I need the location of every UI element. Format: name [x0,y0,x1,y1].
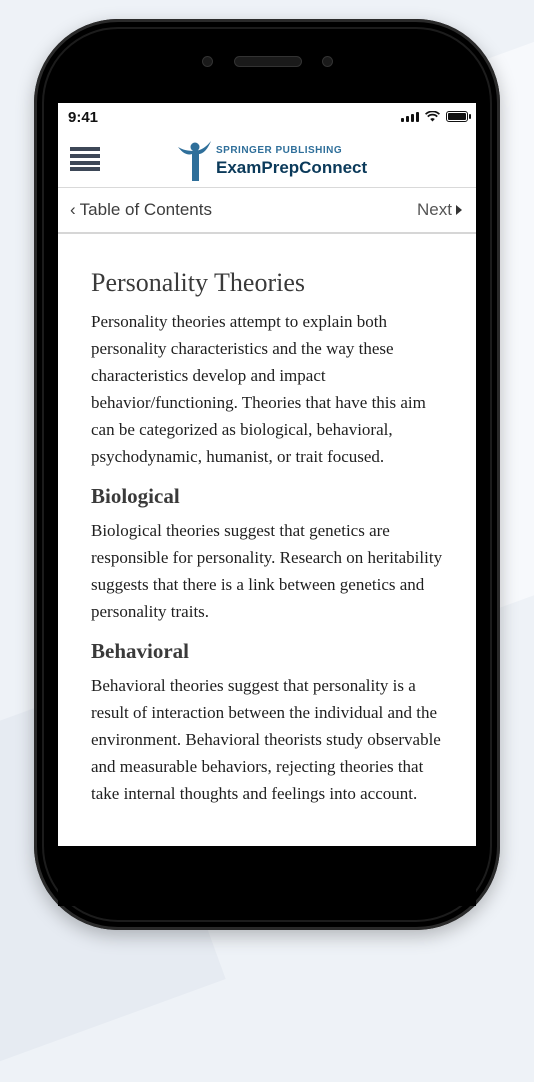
article-title: Personality Theories [91,268,305,297]
back-label: Table of Contents [79,200,212,219]
next-label: Next [417,200,452,219]
play-right-icon [456,205,462,215]
signal-icon [401,111,419,122]
status-time: 9:41 [68,109,99,126]
sensor-dot [322,56,333,67]
section-heading: Biological [91,484,180,508]
brand-logo[interactable] [176,139,367,183]
speaker-grille [234,56,302,67]
wifi-icon [425,111,440,122]
sensor-dot [202,56,213,67]
article-body [91,268,451,807]
next-link[interactable] [417,200,462,220]
section-body: Behavioral theories suggest that personality is a result of interaction between the individual and the environment. Behavioral theorists study observable and measurable behaviors, rejecting theories that take internal thoughts and feelings into account. [91,676,441,803]
app-header [58,133,476,188]
person-logo-icon [176,139,212,183]
table-of-contents-link[interactable] [70,200,212,220]
article-intro: Personality theories attempt to explain both personality characteristics and the way these characteristics develop and impact behavior/functioning. Theories that have this aim can be categorized as biological, behavioral, psychodynamic, humanist, or trait focused. [91,312,426,466]
hamburger-list-icon[interactable] [70,147,100,171]
chevron-left-icon: ‹ [70,200,76,219]
brand-main-text: ExamPrepConnect [216,158,368,177]
brand-small-text: SPRINGER PUBLISHING [216,145,343,156]
screen-bottom-mask [58,846,476,906]
status-bar [58,103,476,133]
section-heading: Behavioral [91,639,189,663]
chapter-nav [58,188,476,234]
status-icons [401,111,468,122]
battery-icon [446,111,468,122]
section-body: Biological theories suggest that genetics are responsible for personality. Research on heritability suggests that there is a link between genetics and personality traits. [91,521,443,621]
